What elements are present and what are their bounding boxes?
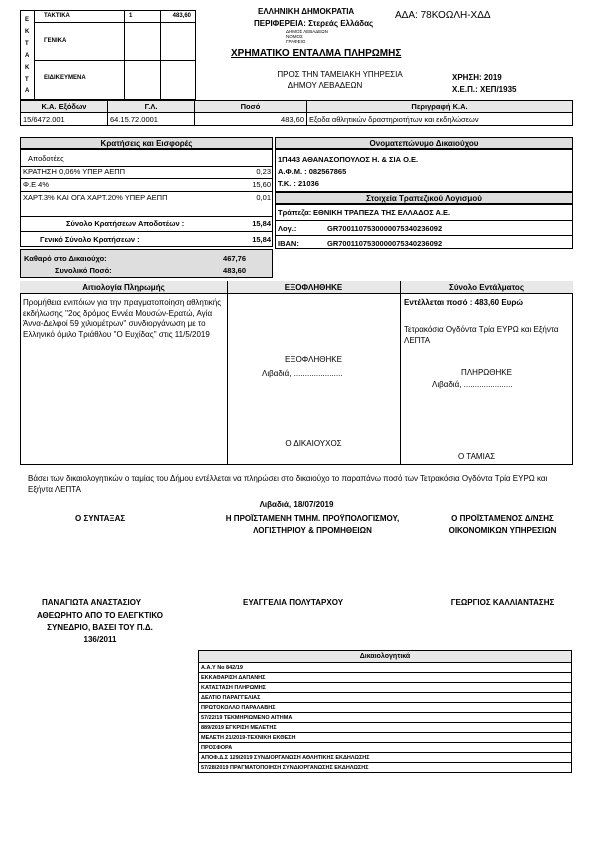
payee-title: Ονοματεπώνυμο Δικαιούχου <box>275 137 573 149</box>
deductions-total-value: 15,84 <box>252 235 271 244</box>
total-value: 483,60 <box>223 266 246 275</box>
document-item: ΕΚΚΑΘΑΡΙΣΗ ΔΑΠΑΝΗΣ <box>199 673 572 683</box>
audit-note-line-2: ΣΥΝΕΔΡΙΟ, ΒΑΣΕΙ ΤΟΥ Π.Δ. <box>47 623 153 632</box>
document-item: ΜΕΛΕΤΗ 21/2019-ΤΕΧΝΙΚΗ ΕΚΘΕΣΗ <box>199 733 572 743</box>
place-date: Λιβαδιά, 18/07/2019 <box>259 500 334 509</box>
side-letter: Α <box>25 88 30 94</box>
divider <box>275 235 573 236</box>
extracts-count <box>125 60 161 99</box>
deduction-label: Φ.Ε 4% <box>23 180 49 189</box>
instruction-text: Βάσει των δικαιολογητικών ο ταμίας του Δήμου εντέλλεται να πληρώσει στο δικαιούχο το παραπάνω ποσό των Τετρακόσια Ογδόντα Τρία ΕΥΡΩ και Εξήντα ΛΕΠΤΑ <box>28 474 548 494</box>
paid-place: Λιβαδιά, ...................... <box>262 369 343 378</box>
side-letter: Κ <box>25 65 30 71</box>
payee-tk: Τ.Κ. : 21036 <box>278 179 319 188</box>
budget-head-title-2: ΛΟΓΙΣΤΗΡΙΟΥ & ΠΡΟΜΗΘΕΙΩΝ <box>253 526 372 535</box>
document-item: ΠΡΩΤΟΚΟΛΛΟ ΠΑΡΑΛΑΒΗΣ <box>199 703 572 713</box>
account-amount: 483,60 <box>195 113 307 126</box>
account-header: Περιγραφή Κ.Α. <box>307 101 573 113</box>
side-letter: Ε <box>25 17 30 23</box>
extracts-label: ΕΙΔΙΚΕΥΜΕΝΑ <box>34 60 125 99</box>
account-description: Εξοδα αθλητικών δραστηριοτήτων και εκδηλώσεων <box>307 113 573 126</box>
document-item: 57/28/2019 ΠΡΑΓΜΑΤΟΠΟΙΗΣΗ ΣΥΝΔΙΟΡΓΑΝΩΣΗΣ ΕΚΔΗΛΩΣΗΣ <box>199 763 572 773</box>
payee-afm: Α.Φ.Μ. : 082567865 <box>278 167 347 176</box>
net-label: Καθαρό στο Δικαιούχο: <box>24 254 107 263</box>
divider <box>227 281 228 465</box>
extracts-row <box>34 22 195 61</box>
deduction-label: ΧΑΡΤ.3% ΚΑΙ ΟΓΑ ΧΑΡΤ.20% ΥΠΕΡ ΑΕΠΠ <box>23 193 168 202</box>
deduction-value: 15,60 <box>252 180 271 189</box>
document-item: ΚΑΤΑΣΤΑΣΗ ΠΛΗΡΩΜΗΣ <box>199 683 572 693</box>
extracts-label: ΤΑΚΤΙΚΑ <box>34 11 125 22</box>
deduction-value: 0,23 <box>256 167 271 176</box>
document-item: ΔΕΛΤΙΟ ΠΑΡΑΓΓΕΛΙΑΣ <box>199 693 572 703</box>
document-item: Α.Α.Υ Νο 842/19 <box>199 663 572 673</box>
order-amount: Εντέλλεται ποσό : 483,60 Ευρώ <box>404 298 524 307</box>
divider <box>20 231 273 232</box>
document-title: ΧΡΗΜΑΤΙΚΟ ΕΝΤΑΛΜΑ ΠΛΗΡΩΜΗΣ <box>231 48 402 59</box>
side-letter: Κ <box>25 29 30 35</box>
paid2-label: ΠΛΗΡΩΘΗΚΕ <box>461 368 512 377</box>
documents-title: Δικαιολογητικά <box>199 651 572 663</box>
audit-note-line-3: 136/2011 <box>83 635 117 644</box>
account-label: Λογ.: <box>278 224 297 233</box>
kep-number: Χ.Ε.Π.: ΧΕΠ/1935 <box>452 85 517 94</box>
extracts-count <box>125 22 161 60</box>
deductions-sum-value: 15,84 <box>252 219 271 228</box>
recipient-line-1: ΠΡΟΣ ΤΗΝ ΤΑΜΕΙΑΚΗ ΥΠΗΡΕΣΙΑ <box>277 70 403 79</box>
extracts-amount <box>161 60 195 99</box>
deductions-total-label: Γενικό Σύνολο Κρατήσεων : <box>40 235 140 244</box>
deductions-title: Κρατήσεις και Εισφορές <box>20 137 273 149</box>
iban-label: IBAN: <box>278 239 299 248</box>
account-number: GR7001107530000075340236092 <box>327 224 443 233</box>
recipient-line-2: ΔΗΜΟΥ ΛΕΒΑΔΕΩΝ <box>287 81 363 90</box>
cashier-signature: Ο ΤΑΜΙΑΣ <box>458 452 496 461</box>
budget-head-name: ΕΥΑΓΓΕΛΙΑ ΠΟΛΥΤΑΡΧΟΥ <box>243 598 344 607</box>
republic-heading: ΕΛΛΗΝΙΚΗ ΔΗΜΟΚΡΑΤΙΑ <box>258 7 355 16</box>
divider <box>275 220 573 221</box>
divider <box>20 178 273 179</box>
header-small-line: ΓΡΑΦΕΙΟ <box>286 39 306 44</box>
finance-director-title-2: ΟΙΚΟΝΟΜΙΚΩΝ ΥΠΗΡΕΣΙΩΝ <box>448 526 557 535</box>
deductions-apodotees: Αποδοτέες <box>28 154 64 163</box>
extracts-label: ΓΕΝΙΚΑ <box>34 22 125 60</box>
order-amount-words: Τετρακόσια Ογδόντα Τρία ΕΥΡΩ και Εξήντα ΛΕΠΤΑ <box>404 325 559 345</box>
deductions-sum-label: Σύνολο Κρατήσεων Αποδοτέων : <box>66 219 185 228</box>
document-item: ΑΠΟΦ.Δ.Σ 129/2019 ΣΥΝΔΙΟΡΓΑΝΩΣΗ ΑΘΛΗΤΙΚΗΣ ΕΚΔΗΛΩΣΗΣ <box>199 753 572 763</box>
payment-reason: Προμήθεια ενιπόιων για την πραγματοποίηση αθλητικής εκδήλωσης ''2ος δρόμος Εννέα Μουσών-Ερατώ, Αγία Άννα-Δελφοί 59 χιλιομέτρων'' συνδιοργάνωση με το Ελληνικό όμιλο Τριάθλου ''Ο Ευχίδας'' στις 11/5/2019 <box>23 298 222 339</box>
paid2-place: Λιβαδιά, ...................... <box>432 380 513 389</box>
budget-head-title-1: Η ΠΡΟΪΣΤΑΜΕΝΗ ΤΜΗΜ. ΠΡΟΫΠΟΛΟΓΙΣΜΟΥ, <box>225 514 400 523</box>
document-item: ΠΡΟΣΦΟΡΑ <box>199 743 572 753</box>
region-heading: ΠΕΡΙΦΕΡΕΙΑ: Στερεάς Ελλάδας <box>254 19 374 28</box>
side-letter: Α <box>25 53 30 59</box>
account-header: Ποσό <box>195 101 307 113</box>
header-small-line: ΔΗΜΟΣ ΛΕΒΑΔΕΩΝ <box>286 29 328 34</box>
reason-title: Αιτιολογία Πληρωμής <box>82 283 165 292</box>
side-letter: Τ <box>25 77 29 83</box>
total-label: Συνολικό Ποσό: <box>55 266 112 275</box>
extracts-row <box>34 60 195 99</box>
extracts-amount <box>161 22 195 60</box>
order-total-title: Σύνολο Εντάλματος <box>449 283 524 292</box>
side-letter: Τ <box>25 41 29 47</box>
extracts-amount: 483,60 <box>172 13 191 19</box>
payee-name: 1Π443 ΑΘΑΝΑΣΟΠΟΥΛΟΣ Η. & ΣΙΑ Ο.Ε. <box>278 155 419 164</box>
account-table <box>20 100 573 126</box>
divider <box>20 191 273 192</box>
extracts-side-label <box>21 11 35 99</box>
bank-title: Στοιχεία Τραπεζικού Λογισμού <box>275 192 573 204</box>
extracts-count: 1 <box>125 11 161 22</box>
composer-title: Ο ΣΥΝΤΑΞΑΣ <box>75 514 126 523</box>
documents-table <box>198 650 572 773</box>
document-item: 889/2019 ΕΓΚΡΙΣΗ ΜΕΛΕΤΗΣ <box>199 723 572 733</box>
iban-number: GR7001107530000075340236092 <box>327 239 443 248</box>
audit-note-line-1: ΑΘΕΩΡΗΤΟ ΑΠΟ ΤΟ ΕΛΕΓΚΤΙΚΟ <box>36 611 164 620</box>
beneficiary-signature: Ο ΔΙΚΑΙΟΥΧΟΣ <box>285 439 342 448</box>
account-code: 15/6472.001 <box>21 113 108 126</box>
paid-title: ΕΞΟΦΛΗΘΗΚΕ <box>284 283 343 292</box>
divider <box>20 216 273 217</box>
paid-label: ΕΞΟΦΛΗΘΗΚΕ <box>285 355 342 364</box>
extracts-box <box>20 10 196 100</box>
account-header: Γ.Λ. <box>108 101 195 113</box>
account-header: Κ.Α. Εξόδων <box>21 101 108 113</box>
bank-label: Τράπεζα: <box>278 208 312 217</box>
deduction-value: 0,01 <box>256 193 271 202</box>
composer-name: ΠΑΝΑΓΙΩΤΑ ΑΝΑΣΤΑΣΙΟΥ <box>42 598 142 607</box>
ada-code: ΑΔΑ: 78ΚΟΩΛΗ-ΧΔΔ <box>395 10 491 21</box>
deduction-label: ΚΡΑΤΗΣΗ 0,06% ΥΠΕΡ ΑΕΠΠ <box>23 167 126 176</box>
header-small-block <box>286 29 328 44</box>
net-value: 467,76 <box>223 254 246 263</box>
document-item: 57/22/19 ΤΕΚΜΗΡΙΩΜΕΝΟ ΑΙΤΗΜΑ <box>199 713 572 723</box>
header-small-line: ΝΟΜΟΣ <box>286 34 303 39</box>
bank-value: ΕΘΝΙΚΗ ΤΡΑΠΕΖΑ ΤΗΣ ΕΛΛΑΔΟΣ Α.Ε. <box>313 208 451 217</box>
finance-director-name: ΓΕΩΡΓΙΟΣ ΚΑΛΛΙΑΝΤΑΣΗΣ <box>450 598 555 607</box>
ledger-code: 64.15.72.0001 <box>108 113 195 126</box>
finance-director-title-1: Ο ΠΡΟΪΣΤΑΜΕΝΟΣ Δ/ΝΣΗΣ <box>451 514 554 523</box>
fiscal-year: ΧΡΗΣΗ: 2019 <box>452 73 502 82</box>
